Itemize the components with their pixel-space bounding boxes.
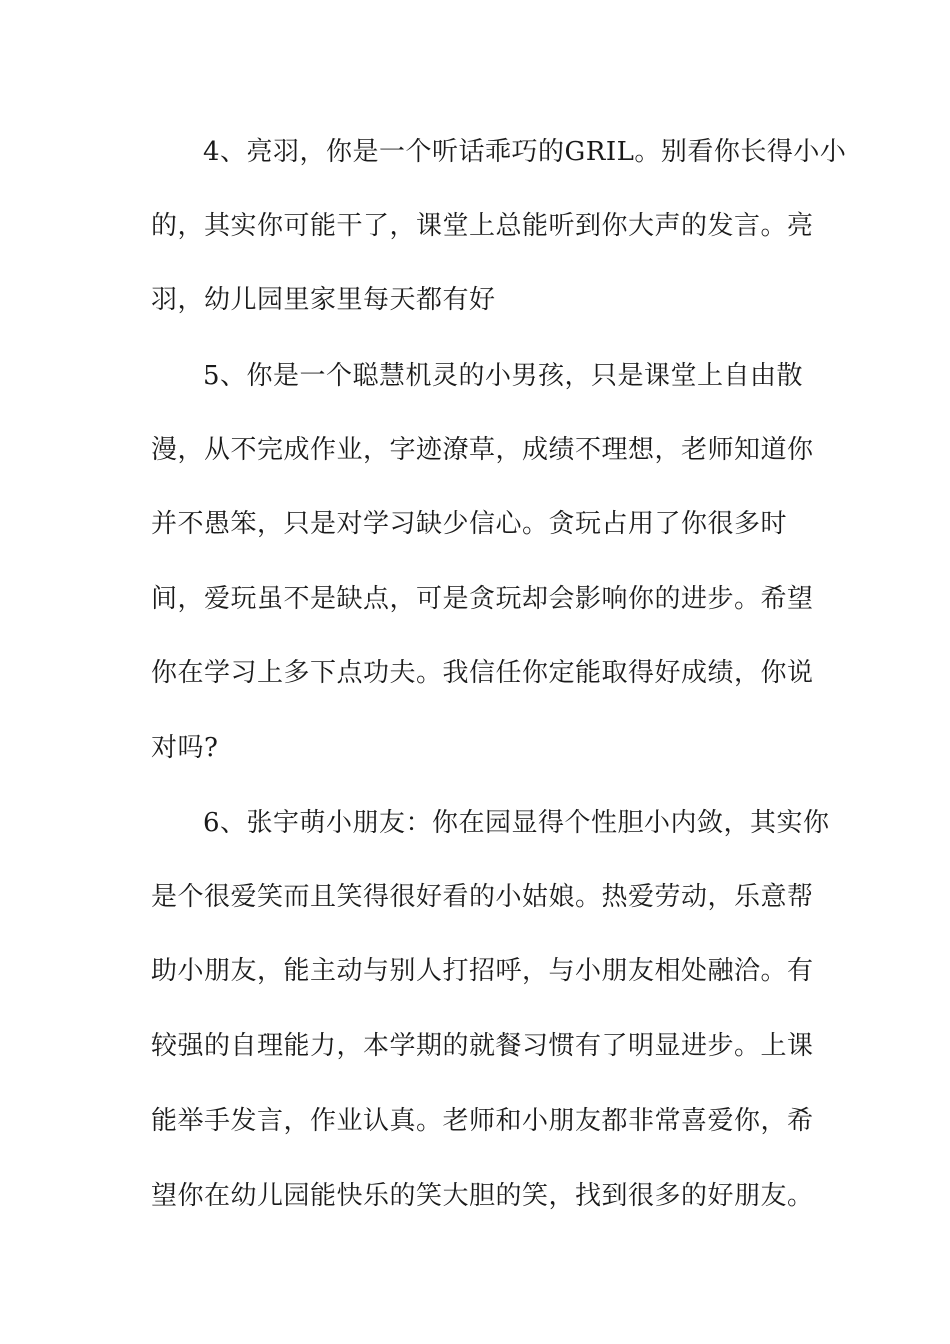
paragraph-4-line-2: 的，其实你可能干了，课堂上总能听到你大声的发言。亮 [151,211,814,241]
paragraph-4-line-1: 4、亮羽，你是一个听话乖巧的GRIL。别看你长得小小 [203,137,847,167]
paragraph-6-line-1: 6、张宇萌小朋友：你在园显得个性胆小内敛，其实你 [203,808,830,838]
paragraph-5-line-3: 并不愚笨，只是对学习缺少信心。贪玩占用了你很多时 [151,509,788,539]
paragraph-6-line-2: 是个很爱笑而且笑得很好看的小姑娘。热爱劳动，乐意帮 [151,882,814,912]
paragraph-5-line-6: 对吗? [151,733,219,763]
paragraph-6-line-6: 望你在幼儿园能快乐的笑大胆的笑，找到很多的好朋友。 [151,1181,814,1211]
paragraph-5-line-5: 你在学习上多下点功夫。我信任你定能取得好成绩，你说 [151,658,814,688]
paragraph-6-line-5: 能举手发言，作业认真。老师和小朋友都非常喜爱你，希 [151,1106,814,1136]
paragraph-6-line-4: 较强的自理能力，本学期的就餐习惯有了明显进步。上课 [151,1031,814,1061]
paragraph-6-line-3: 助小朋友，能主动与别人打招呼，与小朋友相处融洽。有 [151,956,814,986]
paragraph-4-line-3: 羽，幼儿园里家里每天都有好 [151,285,496,315]
paragraph-5-line-4: 间，爱玩虽不是缺点，可是贪玩却会影响你的进步。希望 [151,584,814,614]
paragraph-5-line-2: 漫，从不完成作业，字迹潦草，成绩不理想，老师知道你 [151,435,814,465]
paragraph-5-line-1: 5、你是一个聪慧机灵的小男孩，只是课堂上自由散 [203,361,804,391]
